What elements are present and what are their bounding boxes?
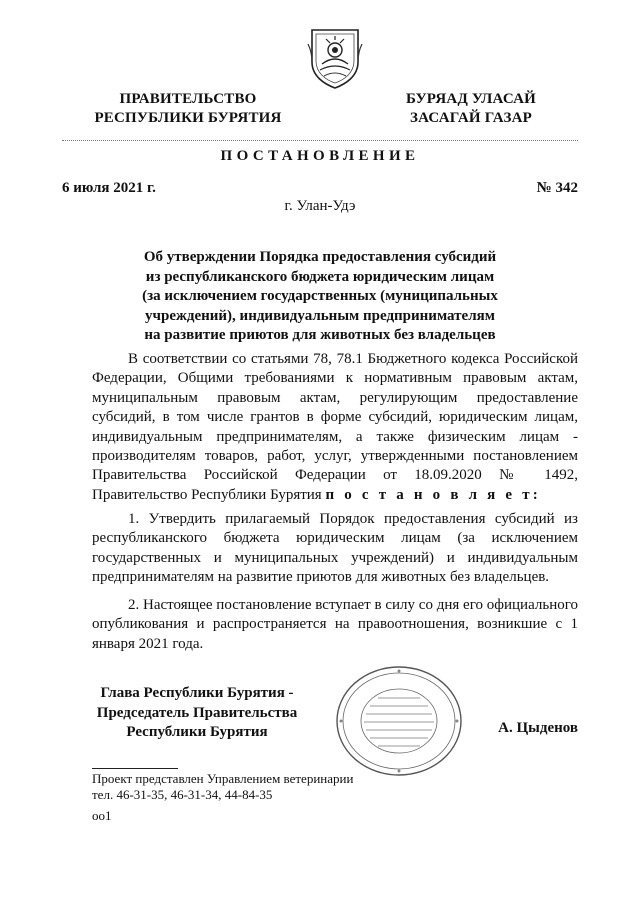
- header-separator: [62, 140, 578, 141]
- title-line: учреждений), индивидуальным предпринимателям: [145, 307, 495, 324]
- official-seal-icon: [334, 664, 464, 778]
- document-title: [130, 248, 510, 346]
- footnote-line: Проект представлен Управлением ветеринарии: [92, 771, 354, 786]
- header-right-line2: ЗАСАГАЙ ГАЗАР: [410, 110, 532, 126]
- title-line: (за исключением государственных (муниципальных: [142, 288, 498, 304]
- document-number: № 342: [536, 180, 578, 196]
- signatory-position: [88, 684, 306, 743]
- document-date: 6 июля 2021 г.: [62, 180, 156, 196]
- title-line: из республиканского бюджета юридическим лицам: [145, 268, 495, 285]
- position-line: Глава Республики Бурятия -: [100, 685, 294, 701]
- header-left-line2: РЕСПУБЛИКИ БУРЯТИЯ: [94, 110, 282, 126]
- header-right: [378, 90, 564, 128]
- coat-of-arms-icon: [306, 24, 364, 90]
- header-right-line1: БУРЯАД УЛАСАЙ: [405, 91, 537, 107]
- header-left: [86, 90, 290, 128]
- footnote: [92, 771, 353, 803]
- body-paragraph-item1: 1. Утвердить прилагаемый Порядок предоставления субсидий из республиканского бюджета юридическим лицам (за исключением государственных и муниципальных учреждений) и индивидуальным предпринимателям на развитие приютов для животных без владельцев.: [92, 511, 578, 586]
- preamble-text: В соответствии со статьями 78, 78.1 Бюджетного кодекса Российской Федерации, Общими требованиями к нормативным правовым актам, муниципальным правовым актам, регулирующим предоставление субсидий, в том числе грантов в форме субсидий, юридическим лицам, индивидуальным предпринимателям, а также физическим лицам - производителям товаров, работ, услуг, утвержденными постановлением Правительства Российской Федерации от 18.09.2020 № 1492, Правительство Республики Бурятия: [92, 351, 578, 503]
- title-line: Об утверждении Порядка предоставления субсидий: [143, 249, 497, 265]
- footnote-separator: [92, 768, 178, 769]
- footnote-line: тел. 46-31-35, 46-31-34, 44-84-35: [92, 787, 273, 802]
- resolves-emphasis: п о с т а н о в л я е т:: [325, 486, 541, 503]
- position-line: Республики Бурятия: [126, 724, 268, 740]
- signatory-name: А. Цыденов: [498, 720, 578, 736]
- document-code: оо1: [92, 808, 112, 823]
- position-line: Председатель Правительства: [96, 704, 298, 721]
- title-line: на развитие приютов для животных без владельцев: [144, 327, 496, 343]
- header-left-line1: ПРАВИТЕЛЬСТВО: [119, 91, 257, 107]
- body-paragraph-item2: 2. Настоящее постановление вступает в силу со дня его официального опубликования и распространяется на правоотношения, возникшие с 1 января 2021 года.: [92, 597, 578, 652]
- document-city: г. Улан-Удэ: [284, 198, 356, 214]
- document-type: ПОСТАНОВЛЕНИЕ: [220, 148, 420, 164]
- body-paragraph-preamble: [92, 350, 578, 505]
